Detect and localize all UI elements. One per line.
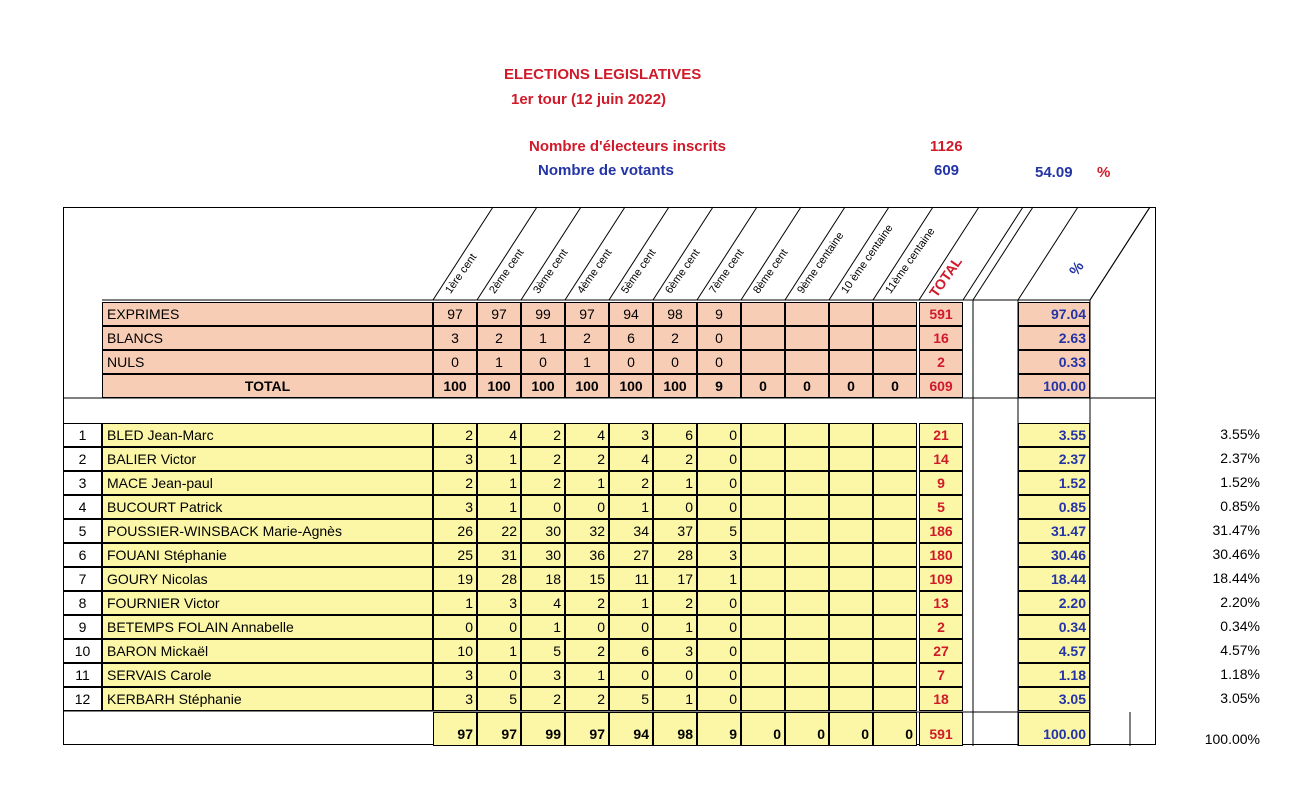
candidate-number: 1 [63,423,102,447]
candidate-number: 2 [63,447,102,471]
summary-cell: 0 [653,350,697,374]
candidate-vote-cell: 1 [609,495,653,519]
candidate-vote-cell: 0 [697,495,741,519]
candidate-vote-cell [741,471,785,495]
candidate-vote-cell: 0 [697,447,741,471]
candidate-pct-outside: 2.20% [1220,594,1260,610]
candidate-vote-cell: 0 [433,615,477,639]
summary-total-row-cell: 100 [565,374,609,398]
candidate-vote-cell: 1 [609,591,653,615]
candidate-vote-cell: 26 [433,519,477,543]
candidate-vote-cell [785,471,829,495]
summary-cell: 2 [653,326,697,350]
candidate-vote-cell [741,687,785,711]
candidate-vote-cell: 0 [697,423,741,447]
candidate-vote-cell: 2 [653,591,697,615]
candidate-vote-cell: 37 [653,519,697,543]
candidate-vote-cell [785,567,829,591]
header-slant-line [741,207,801,300]
candidate-vote-cell: 0 [565,615,609,639]
candidate-vote-cell: 1 [565,471,609,495]
candidate-pct-outside: 3.05% [1220,690,1260,706]
candidate-pct: 18.44 [1018,567,1090,591]
column-header: 5ème cent [619,247,659,296]
candidate-vote-cell: 22 [477,519,521,543]
candidate-vote-cell: 2 [521,423,565,447]
candidate-vote-cell: 30 [521,543,565,567]
inscrits-label: Nombre d'électeurs inscrits [529,138,726,155]
summary-total-row-cell: 100 [609,374,653,398]
candidate-number: 5 [63,519,102,543]
header-slant-line [1018,207,1078,300]
summary-cell: 97 [433,302,477,326]
candidate-vote-cell: 3 [433,663,477,687]
header-slant-line [521,207,581,300]
candidates-total-cell: 0 [741,712,785,746]
candidates-total-cell: 94 [609,712,653,746]
candidate-vote-cell [873,495,917,519]
candidate-vote-cell: 30 [521,519,565,543]
candidate-pct-outside: 4.57% [1220,642,1260,658]
candidate-vote-cell: 6 [609,639,653,663]
candidate-pct-outside: 30.46% [1212,546,1260,562]
column-header: 11ème centaine [883,225,938,296]
column-header: 3ème cent [531,247,571,296]
candidate-vote-cell [829,471,873,495]
summary-total-row-cell: 0 [873,374,917,398]
candidate-vote-cell: 4 [521,591,565,615]
candidate-number: 9 [63,615,102,639]
summary-cell [741,302,785,326]
header-slant-line [1090,207,1150,300]
candidate-total: 21 [919,423,963,447]
header-slant-line [973,207,1033,300]
summary-cell: 6 [609,326,653,350]
summary-cell [741,350,785,374]
summary-cell [829,302,873,326]
candidate-vote-cell [785,615,829,639]
summary-label: EXPRIMES [102,302,433,326]
candidate-name: SERVAIS Carole [102,663,433,687]
candidate-total: 27 [919,639,963,663]
candidates-total-cell: 98 [653,712,697,746]
summary-total-row-cell: 0 [829,374,873,398]
candidate-vote-cell: 0 [521,495,565,519]
header-slant-line [653,207,713,300]
candidate-vote-cell: 0 [653,663,697,687]
summary-total-row-cell: 9 [697,374,741,398]
summary-cell: 2 [565,326,609,350]
summary-pct-cell: 0.33 [1018,350,1090,374]
candidate-vote-cell: 3 [697,543,741,567]
candidate-vote-cell [741,423,785,447]
summary-cell: 99 [521,302,565,326]
candidate-vote-cell: 25 [433,543,477,567]
candidate-vote-cell [829,447,873,471]
candidate-vote-cell [873,447,917,471]
candidate-total: 7 [919,663,963,687]
candidate-vote-cell [829,495,873,519]
summary-total-row-cell: 0 [741,374,785,398]
candidates-total-cell: 99 [521,712,565,746]
candidate-total: 9 [919,471,963,495]
candidate-pct: 30.46 [1018,543,1090,567]
candidate-vote-cell: 27 [609,543,653,567]
summary-grand-total: 609 [919,374,963,398]
candidate-pct: 0.85 [1018,495,1090,519]
candidate-pct-outside: 2.37% [1220,450,1260,466]
votants-value: 609 [934,162,960,179]
candidate-number: 4 [63,495,102,519]
candidate-vote-cell: 0 [477,615,521,639]
candidate-total: 109 [919,567,963,591]
candidate-pct: 1.52 [1018,471,1090,495]
summary-cell [785,350,829,374]
candidate-vote-cell [741,591,785,615]
candidate-vote-cell: 0 [653,495,697,519]
header-slant-line [785,207,845,300]
candidate-vote-cell: 0 [697,471,741,495]
candidate-vote-cell [829,615,873,639]
candidate-total: 186 [919,519,963,543]
candidate-vote-cell: 4 [477,423,521,447]
candidate-name: BLED Jean-Marc [102,423,433,447]
candidate-vote-cell [785,687,829,711]
summary-cell [873,326,917,350]
candidate-vote-cell: 36 [565,543,609,567]
header-slant-line [477,207,537,300]
candidate-vote-cell [873,663,917,687]
candidate-vote-cell [785,663,829,687]
candidate-pct-outside: 1.18% [1220,666,1260,682]
column-header: 2ème cent [487,247,527,296]
candidate-vote-cell: 3 [521,663,565,687]
candidate-name: FOURNIER Victor [102,591,433,615]
total-column-header: TOTAL [925,253,966,300]
candidates-total-cell: 97 [433,712,477,746]
candidate-vote-cell: 2 [565,639,609,663]
candidate-pct-outside: 0.85% [1220,498,1260,514]
candidates-total-cell: 0 [873,712,917,746]
pct-column-header: % [1066,258,1088,279]
candidate-pct: 3.55 [1018,423,1090,447]
candidate-total: 18 [919,687,963,711]
candidate-vote-cell [785,423,829,447]
candidate-pct-outside: 3.55% [1220,426,1260,442]
header-slant-line [697,207,757,300]
summary-cell: 0 [697,326,741,350]
candidate-vote-cell: 5 [477,687,521,711]
candidate-vote-cell: 1 [477,447,521,471]
candidate-vote-cell [829,423,873,447]
candidate-number: 3 [63,471,102,495]
candidate-vote-cell [785,543,829,567]
candidate-vote-cell [785,639,829,663]
candidate-vote-cell: 0 [697,687,741,711]
summary-total-row-cell: 100 [653,374,697,398]
candidate-vote-cell: 1 [521,615,565,639]
candidates-grand-pct: 100.00 [1018,712,1090,746]
candidate-vote-cell: 1 [477,495,521,519]
candidate-vote-cell: 10 [433,639,477,663]
candidate-number: 7 [63,567,102,591]
candidate-name: BETEMPS FOLAIN Annabelle [102,615,433,639]
summary-cell: 3 [433,326,477,350]
candidates-total-cell: 97 [565,712,609,746]
candidate-pct: 31.47 [1018,519,1090,543]
header-slant-line [829,207,889,300]
candidate-name: BUCOURT Patrick [102,495,433,519]
candidate-number: 6 [63,543,102,567]
candidate-total: 2 [919,615,963,639]
candidate-vote-cell: 1 [653,471,697,495]
candidate-vote-cell: 0 [697,639,741,663]
candidate-vote-cell: 2 [565,447,609,471]
candidates-total-cell: 0 [785,712,829,746]
candidate-vote-cell [873,471,917,495]
candidate-vote-cell: 0 [477,663,521,687]
candidate-name: BALIER Victor [102,447,433,471]
column-header: 1ère cent [443,251,480,296]
candidate-vote-cell [829,567,873,591]
summary-label: BLANCS [102,326,433,350]
candidate-vote-cell [785,447,829,471]
column-header: 8ème cent [751,247,791,296]
summary-total-cell: 591 [919,302,963,326]
candidate-vote-cell: 3 [433,687,477,711]
summary-pct-cell: 2.63 [1018,326,1090,350]
candidate-vote-cell: 5 [697,519,741,543]
summary-cell [829,350,873,374]
candidate-vote-cell: 34 [609,519,653,543]
candidate-vote-cell: 5 [521,639,565,663]
candidate-vote-cell: 32 [565,519,609,543]
candidate-vote-cell: 11 [609,567,653,591]
candidate-vote-cell: 5 [609,687,653,711]
candidates-grand-pct-outside: 100.00% [1204,731,1260,747]
candidate-vote-cell [873,543,917,567]
candidate-vote-cell [741,543,785,567]
candidate-vote-cell: 1 [433,591,477,615]
candidate-name: MACE Jean-paul [102,471,433,495]
summary-grand-pct: 100.00 [1018,374,1090,398]
candidate-vote-cell [873,423,917,447]
header-slant-line [609,207,669,300]
column-header: 9ème centaine [795,229,847,296]
candidate-pct: 1.18 [1018,663,1090,687]
summary-cell: 97 [565,302,609,326]
header-slant-line [873,207,933,300]
candidate-vote-cell: 3 [609,423,653,447]
candidate-vote-cell [741,519,785,543]
candidate-vote-cell [873,687,917,711]
candidate-vote-cell [829,519,873,543]
candidate-vote-cell [829,591,873,615]
candidate-vote-cell [873,639,917,663]
summary-cell [741,326,785,350]
candidate-vote-cell: 0 [565,495,609,519]
candidate-vote-cell: 2 [565,591,609,615]
summary-total-cell: 16 [919,326,963,350]
participation-unit: % [1097,164,1111,181]
candidate-vote-cell: 15 [565,567,609,591]
summary-label: NULS [102,350,433,374]
candidates-total-cell: 9 [697,712,741,746]
candidate-vote-cell [873,519,917,543]
candidate-total: 13 [919,591,963,615]
summary-cell: 9 [697,302,741,326]
summary-cell: 1 [565,350,609,374]
candidate-vote-cell: 2 [433,471,477,495]
summary-total-row-cell: 100 [477,374,521,398]
summary-cell: 98 [653,302,697,326]
summary-cell: 0 [521,350,565,374]
candidate-vote-cell: 4 [609,447,653,471]
candidate-vote-cell: 0 [697,591,741,615]
candidate-vote-cell: 18 [521,567,565,591]
summary-total-row-cell: 100 [433,374,477,398]
column-header: 10 ème centaine [839,222,896,296]
candidate-vote-cell [741,663,785,687]
summary-cell: 1 [477,350,521,374]
candidates-total-cell: 97 [477,712,521,746]
candidate-name: KERBARH Stéphanie [102,687,433,711]
candidate-vote-cell: 2 [653,447,697,471]
summary-pct-cell: 97.04 [1018,302,1090,326]
summary-total-row-cell: 100 [521,374,565,398]
candidate-pct: 4.57 [1018,639,1090,663]
column-header: 7ème cent [707,247,747,296]
candidate-vote-cell: 1 [697,567,741,591]
header-slant-line [565,207,625,300]
candidate-name: GOURY Nicolas [102,567,433,591]
candidate-pct-outside: 0.34% [1220,618,1260,634]
summary-total-label: TOTAL [102,374,433,398]
summary-cell: 1 [521,326,565,350]
candidate-vote-cell [873,567,917,591]
candidate-pct: 0.34 [1018,615,1090,639]
header-slant-line [433,207,493,300]
inscrits-value: 1126 [930,138,963,155]
candidate-vote-cell: 2 [609,471,653,495]
candidate-total: 5 [919,495,963,519]
candidate-name: POUSSIER-WINSBACK Marie-Agnès [102,519,433,543]
summary-total-cell: 2 [919,350,963,374]
candidate-vote-cell [741,447,785,471]
summary-cell: 97 [477,302,521,326]
candidates-grand-total: 591 [919,712,963,746]
summary-cell [873,302,917,326]
candidate-vote-cell [829,639,873,663]
candidate-vote-cell: 31 [477,543,521,567]
candidate-pct: 2.20 [1018,591,1090,615]
candidate-vote-cell [741,567,785,591]
header-slant-line [963,207,1023,300]
candidate-vote-cell: 3 [433,447,477,471]
candidate-total: 14 [919,447,963,471]
document-subtitle: 1er tour (12 juin 2022) [511,91,667,108]
candidate-total: 180 [919,543,963,567]
candidate-vote-cell [873,591,917,615]
participation-value: 54.09 [1035,164,1073,181]
candidate-vote-cell: 0 [697,615,741,639]
summary-cell [829,326,873,350]
candidate-vote-cell: 3 [477,591,521,615]
candidate-vote-cell [785,591,829,615]
summary-total-row-cell: 0 [785,374,829,398]
candidate-pct-outside: 1.52% [1220,474,1260,490]
candidate-vote-cell: 1 [477,639,521,663]
candidate-vote-cell: 2 [433,423,477,447]
summary-cell: 0 [433,350,477,374]
candidate-vote-cell: 1 [477,471,521,495]
candidate-number: 8 [63,591,102,615]
candidate-vote-cell: 1 [653,615,697,639]
summary-cell: 0 [697,350,741,374]
candidate-vote-cell [829,543,873,567]
summary-cell: 0 [609,350,653,374]
column-header: 6ème cent [663,247,703,296]
candidate-vote-cell: 0 [609,615,653,639]
candidate-vote-cell: 2 [521,471,565,495]
summary-cell [785,326,829,350]
candidate-vote-cell: 2 [521,447,565,471]
candidate-vote-cell [829,663,873,687]
candidate-vote-cell [873,615,917,639]
candidate-vote-cell: 0 [609,663,653,687]
column-header: 4ème cent [575,247,615,296]
candidate-vote-cell [741,615,785,639]
candidate-vote-cell [741,639,785,663]
candidate-vote-cell: 3 [433,495,477,519]
candidate-vote-cell: 1 [565,663,609,687]
candidate-name: BARON Mickaël [102,639,433,663]
candidate-vote-cell [741,495,785,519]
candidate-number: 12 [63,687,102,711]
candidate-vote-cell [829,687,873,711]
candidate-vote-cell: 28 [477,567,521,591]
candidate-number: 11 [63,663,102,687]
summary-cell [785,302,829,326]
candidate-vote-cell [785,495,829,519]
document-title: ELECTIONS LEGISLATIVES [504,66,702,83]
candidate-vote-cell: 6 [653,423,697,447]
summary-cell: 2 [477,326,521,350]
candidate-vote-cell: 19 [433,567,477,591]
candidate-pct-outside: 18.44% [1212,570,1260,586]
votants-label: Nombre de votants [538,162,674,179]
candidate-vote-cell: 0 [697,663,741,687]
candidate-vote-cell: 28 [653,543,697,567]
candidate-pct: 3.05 [1018,687,1090,711]
candidate-number: 10 [63,639,102,663]
candidate-vote-cell: 17 [653,567,697,591]
candidate-vote-cell: 2 [521,687,565,711]
candidate-pct-outside: 31.47% [1212,522,1260,538]
candidate-vote-cell: 4 [565,423,609,447]
candidate-name: FOUANI Stéphanie [102,543,433,567]
candidate-vote-cell [785,519,829,543]
candidate-vote-cell: 1 [653,687,697,711]
summary-cell [873,350,917,374]
candidate-vote-cell: 2 [565,687,609,711]
candidate-pct: 2.37 [1018,447,1090,471]
candidate-vote-cell: 3 [653,639,697,663]
candidates-total-cell: 0 [829,712,873,746]
summary-cell: 94 [609,302,653,326]
